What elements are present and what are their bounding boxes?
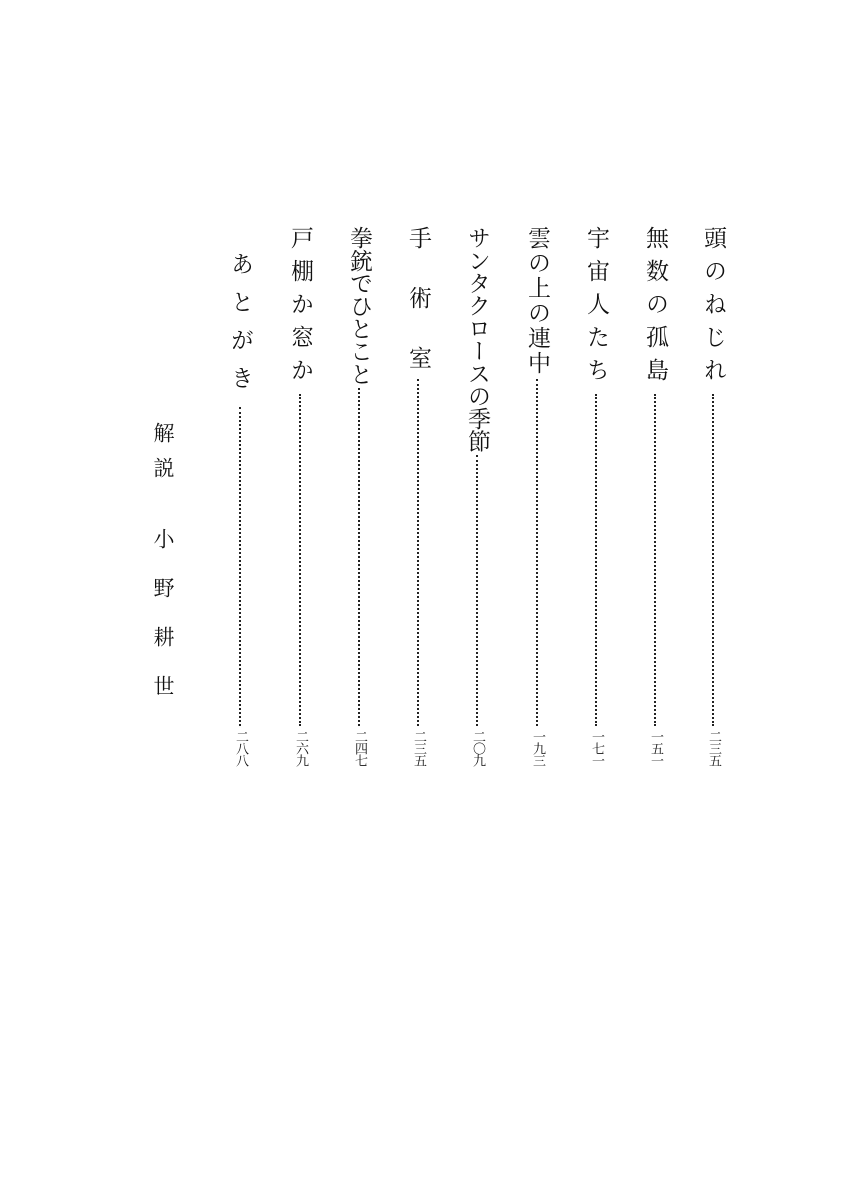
dot-leader (417, 379, 419, 726)
dot-leader (299, 394, 301, 726)
toc-entry-page: 二八八 (233, 730, 248, 766)
toc-entry-title: 拳銃でひとこと (346, 226, 372, 385)
toc-entry-page: 二〇九 (470, 730, 485, 766)
toc-entry-page: 一七一 (589, 730, 604, 766)
dot-leader (654, 394, 656, 726)
toc-entry-page: 二三五 (411, 730, 426, 766)
dot-leader (358, 388, 360, 726)
dot-leader (712, 394, 714, 726)
toc-entry-title: 頭のねじれ (700, 226, 726, 391)
toc-entry-page: 一五一 (648, 730, 663, 766)
commentary-byline (145, 422, 181, 722)
toc-entry-title: 手 術 室 (405, 226, 431, 376)
dot-leader (476, 455, 478, 726)
dot-leader (536, 379, 538, 726)
toc-entry-title: 戸棚か窓か (287, 226, 313, 391)
dot-leader (595, 394, 597, 726)
toc-entry-title: 雲の上の連中 (524, 226, 550, 376)
toc-entry-page: 二四七 (352, 730, 367, 766)
toc-entry-6 (403, 226, 433, 766)
toc-entry-title: あとがき (227, 252, 253, 404)
commentary-author: 小野耕世 (151, 528, 175, 724)
toc-entry-8 (285, 226, 315, 766)
commentary-label: 解説 (151, 422, 175, 492)
toc-entry-page: 二六九 (293, 730, 308, 766)
toc-entry-7 (344, 226, 374, 766)
toc-entry-title: サンタクロースの季節 (464, 226, 490, 453)
toc-entry-title: 宇宙人たち (583, 226, 609, 391)
toc-entry-title: 無数の孤島 (642, 226, 668, 391)
toc-entry-3 (581, 226, 611, 766)
toc-entry-4 (522, 226, 552, 766)
toc-entry-2 (640, 226, 670, 766)
toc-entry-1 (698, 226, 728, 766)
toc-entry-page: 二三五 (706, 730, 721, 766)
dot-leader (239, 407, 241, 726)
toc-entry-page: 一九三 (530, 730, 545, 766)
toc-entry-5 (462, 226, 492, 766)
toc-entry-9 (225, 252, 255, 766)
